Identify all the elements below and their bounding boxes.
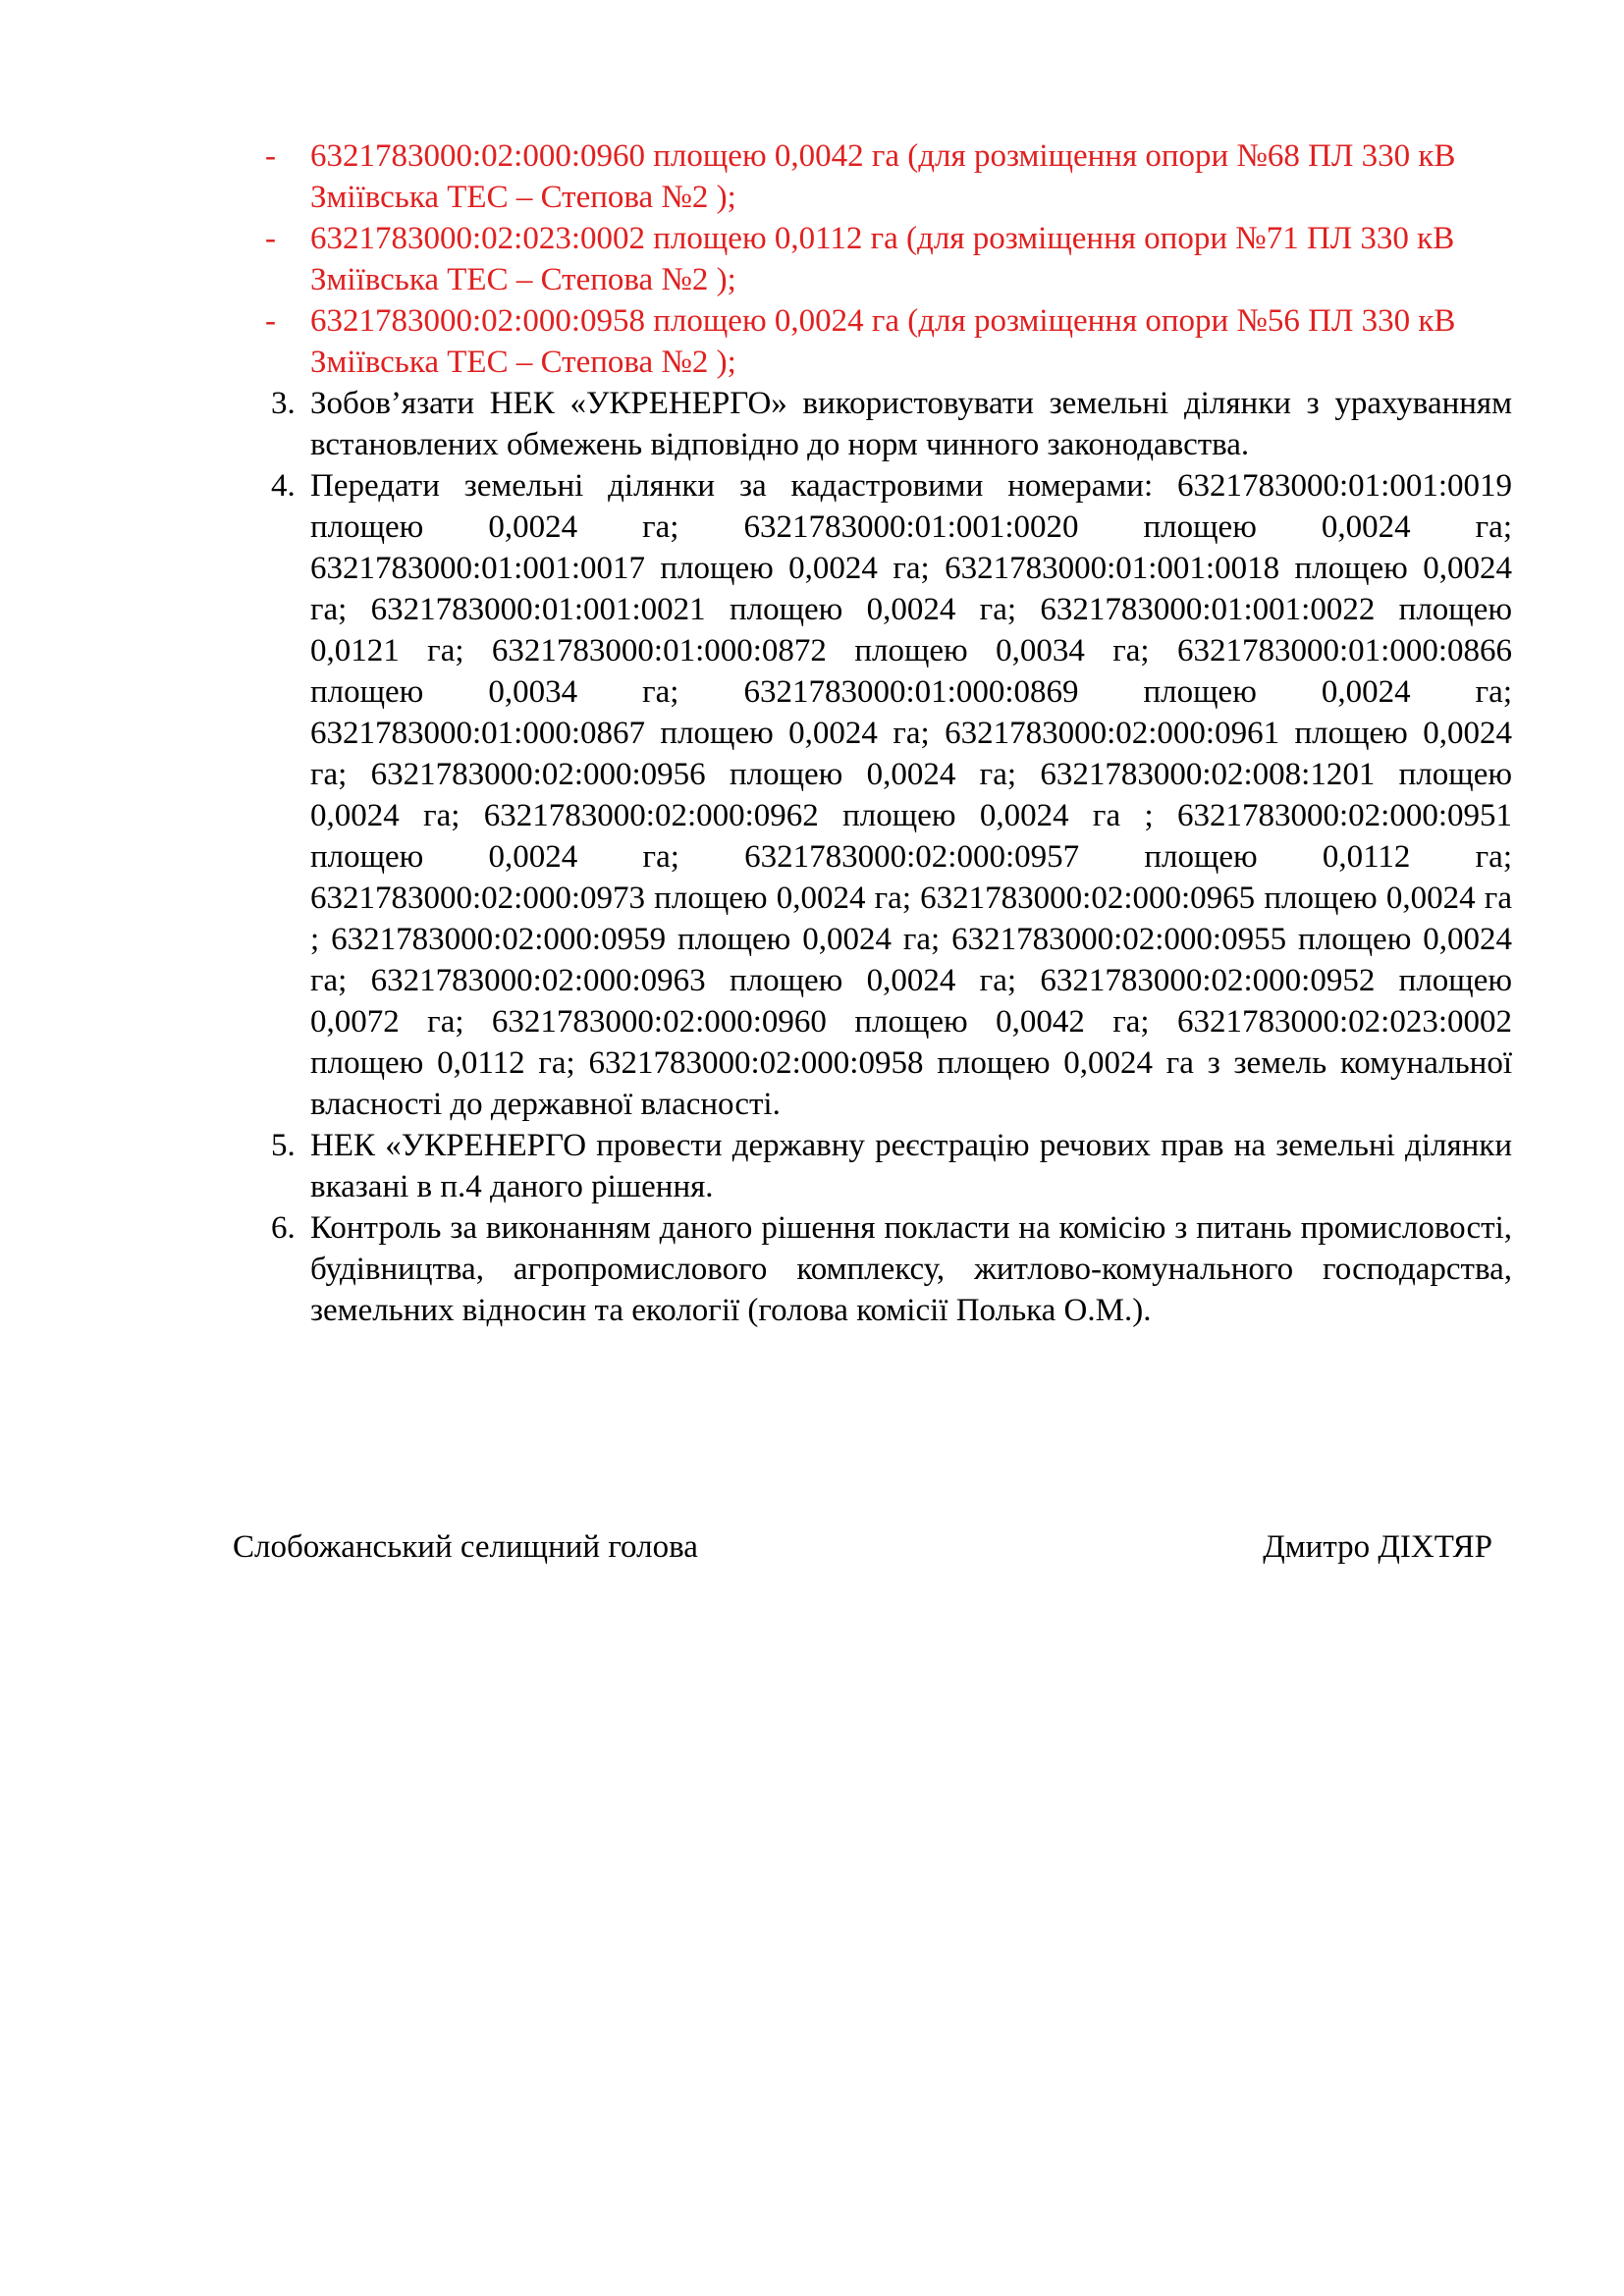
item-text: Передати земельні ділянки за кадастровими номерами: 6321783000:01:001:0019 площею 0,0024 га; 6321783000:01:001:0020 площею 0,0024 га; 6321783000:01:001:0017 площею 0,0024 га; 6321783000:01:001:0018 площею 0,0024 га; 6321783000:01:001:0021 площею 0,0024 га; 6321783000:01:001:0022 площею 0,0121 га; 6321783000:01:000:0872 площею 0,0034 га; 6321783000:01:000:0866 площею 0,0034 га; 6321783000:01:000:0869 площею 0,0024 га; 6321783000:01:000:0867 площею 0,0024 га; 6321783000:02:000:0961 площею 0,0024 га; 6321783000:02:000:0956 площею 0,0024 га; 6321783000:02:008:1201 площею 0,0024 га; 6321783000:02:000:0962 площею 0,0024 га ; 6321783000:02:000:0951 площею 0,0024 га; 6321783000:02:000:0957 площею 0,0112 га; 6321783000:02:000:0973 площею 0,0024 га; 6321783000:02:000:0965 площею 0,0024 га ; 6321783000:02:000:0959 площею 0,0024 га; 6321783000:02:000:0955 площею 0,0024 га; 6321783000:02:000:0963 площею 0,0024 га; 6321783000:02:000:0952 площею 0,0072 га; 6321783000:02:000:0960 площею 0,0042 га; 6321783000:02:023:0002 площею 0,0112 га; 6321783000:02:000:0958 площею 0,0024 га з земель комунальної власності до державної власності. <box>310 468 1512 1122</box>
red-parcel-item <box>265 300 1512 383</box>
parcel-text: 6321783000:02:000:0958 площею 0,0024 га (для розміщення опори №56 ПЛ 330 кВ Зміївська ТЕС – Степова №2 ); <box>310 303 1456 380</box>
item-number: 6. <box>271 1210 296 1246</box>
item-number: 3. <box>271 386 296 421</box>
item-number: 4. <box>271 468 296 504</box>
document-body <box>265 135 1512 1331</box>
decision-item-6 <box>265 1207 1512 1331</box>
red-parcel-item <box>265 218 1512 300</box>
item-number: 5. <box>271 1128 296 1163</box>
decision-item-5 <box>265 1125 1512 1207</box>
signature-title: Слобожанський селищний голова <box>233 1529 698 1565</box>
item-text: Зобов’язати НЕК «УКРЕНЕРГО» використовувати земельні ділянки з урахуванням встановлених обмежень відповідно до норм чинного законодавства. <box>310 386 1512 462</box>
parcel-text: 6321783000:02:000:0960 площею 0,0042 га (для розміщення опори №68 ПЛ 330 кВ Зміївська ТЕС – Степова №2 ); <box>310 138 1456 215</box>
item-text: Контроль за виконанням даного рішення покласти на комісію з питань промисловості, будівництва, агропромислового комплексу, житлово-комунального господарства, земельних відносин та екології (голова комісії Полька О.М.). <box>310 1210 1512 1328</box>
list-dash: - <box>265 221 276 256</box>
signature-block <box>233 1526 1492 1568</box>
item-text: НЕК «УКРЕНЕРГО провести державну реєстрацію речових прав на земельні ділянки вказані в п.4 даного рішення. <box>310 1128 1512 1204</box>
list-dash: - <box>265 138 276 174</box>
red-parcel-item <box>265 135 1512 218</box>
list-dash: - <box>265 303 276 339</box>
parcel-text: 6321783000:02:023:0002 площею 0,0112 га (для розміщення опори №71 ПЛ 330 кВ Зміївська ТЕС – Степова №2 ); <box>310 221 1455 297</box>
red-parcel-list <box>265 135 1512 383</box>
signature-name: Дмитро ДІХТЯР <box>1263 1529 1492 1565</box>
decision-items <box>265 383 1512 1331</box>
decision-item-4 <box>265 465 1512 1125</box>
decision-item-3 <box>265 383 1512 465</box>
